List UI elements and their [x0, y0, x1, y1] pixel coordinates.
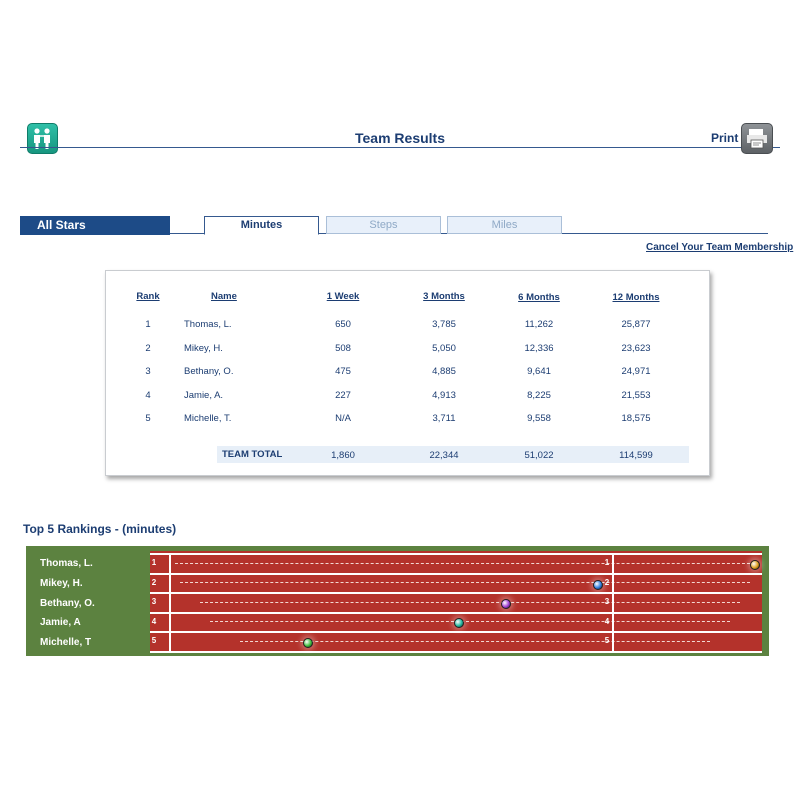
printer-icon[interactable] [741, 123, 773, 154]
table-cell-rank: 3 [145, 366, 151, 377]
lane-line [150, 573, 762, 575]
runner-name: Michelle, T [40, 637, 92, 648]
runner-name: Thomas, L. [40, 558, 93, 569]
table-cell-1-week: 650 [335, 319, 351, 330]
table-cell-6-months: 9,641 [527, 366, 551, 377]
lane-number-finish: 2 [604, 578, 610, 587]
lane-number-start: 5 [151, 636, 157, 645]
print-label[interactable]: Print [711, 131, 739, 145]
table-cell-12-months: 18,575 [621, 413, 651, 424]
team-name-bar: All Stars [20, 216, 170, 235]
start-line [169, 553, 171, 652]
lane-dash [175, 563, 755, 565]
lane-number-finish: 5 [604, 636, 610, 645]
team-total-label: TEAM TOTAL [222, 449, 283, 460]
column-header-6-months[interactable]: 6 Months [518, 292, 560, 303]
lane-number-start: 4 [151, 617, 157, 626]
lane-number-finish: 1 [604, 558, 610, 567]
table-cell-3-months: 3,711 [432, 413, 456, 424]
table-cell-3-months: 4,913 [432, 390, 456, 401]
tab-minutes[interactable]: Minutes [204, 216, 319, 235]
column-header-name[interactable]: Name [211, 291, 237, 302]
finish-line [612, 553, 614, 652]
runner-marker [501, 599, 511, 609]
lane-dash [210, 621, 730, 623]
table-cell-1-week: 475 [335, 366, 351, 377]
table-cell-6-months: 9,558 [527, 413, 551, 424]
lane-line [150, 592, 762, 594]
cancel-team-membership-link[interactable]: Cancel Your Team Membership [646, 242, 794, 253]
column-header-3-months[interactable]: 3 Months [423, 291, 465, 302]
table-cell-name: Thomas, L. [184, 319, 232, 330]
table-cell-3-months: 5,050 [432, 343, 456, 354]
team-total-1-week: 1,860 [331, 450, 355, 461]
lane-number-finish: 4 [604, 617, 610, 626]
table-cell-rank: 4 [145, 390, 151, 401]
table-cell-1-week: N/A [335, 413, 351, 424]
tab-steps[interactable]: Steps [326, 216, 441, 234]
page-title: Team Results [355, 130, 445, 146]
table-cell-name: Bethany, O. [184, 366, 234, 377]
lane-number-finish: 3 [604, 597, 610, 606]
lane-line [150, 612, 762, 614]
table-cell-6-months: 8,225 [527, 390, 551, 401]
team-total-12-months: 114,599 [619, 450, 653, 461]
table-cell-rank: 2 [145, 343, 151, 354]
column-header-1-week[interactable]: 1 Week [326, 291, 360, 302]
table-cell-name: Mikey, H. [184, 343, 223, 354]
header-divider [20, 147, 780, 148]
rankings-title: Top 5 Rankings - (minutes) [23, 522, 177, 536]
lane-line [150, 631, 762, 633]
lane-dash [200, 602, 740, 604]
table-cell-6-months: 12,336 [524, 343, 554, 354]
runner-name: Jamie, A [40, 617, 81, 628]
table-cell-1-week: 508 [335, 343, 351, 354]
table-cell-1-week: 227 [335, 390, 351, 401]
table-cell-rank: 5 [145, 413, 151, 424]
tab-miles[interactable]: Miles [447, 216, 562, 234]
lane-line [150, 553, 762, 555]
table-cell-12-months: 24,971 [621, 366, 651, 377]
lane-number-start: 3 [151, 597, 157, 606]
table-cell-12-months: 23,623 [621, 343, 651, 354]
table-cell-3-months: 4,885 [432, 366, 456, 377]
lane-number-start: 2 [151, 578, 157, 587]
lane-dash [180, 582, 750, 584]
team-total-3-months: 22,344 [429, 450, 459, 461]
column-header-12-months[interactable]: 12 Months [612, 292, 660, 303]
table-cell-6-months: 11,262 [524, 319, 554, 330]
table-cell-3-months: 3,785 [432, 319, 456, 330]
runner-name: Mikey, H. [40, 578, 83, 589]
table-cell-name: Jamie, A. [184, 390, 224, 401]
table-cell-12-months: 25,877 [621, 319, 651, 330]
lane-line [150, 651, 762, 653]
team-total-6-months: 51,022 [524, 450, 554, 461]
runner-name: Bethany, O. [40, 598, 95, 609]
table-cell-rank: 1 [145, 319, 151, 330]
table-cell-12-months: 21,553 [621, 390, 651, 401]
column-header-rank[interactable]: Rank [136, 291, 160, 302]
lane-number-start: 1 [151, 558, 157, 567]
table-cell-name: Michelle, T. [184, 413, 232, 424]
runner-marker [750, 560, 760, 570]
